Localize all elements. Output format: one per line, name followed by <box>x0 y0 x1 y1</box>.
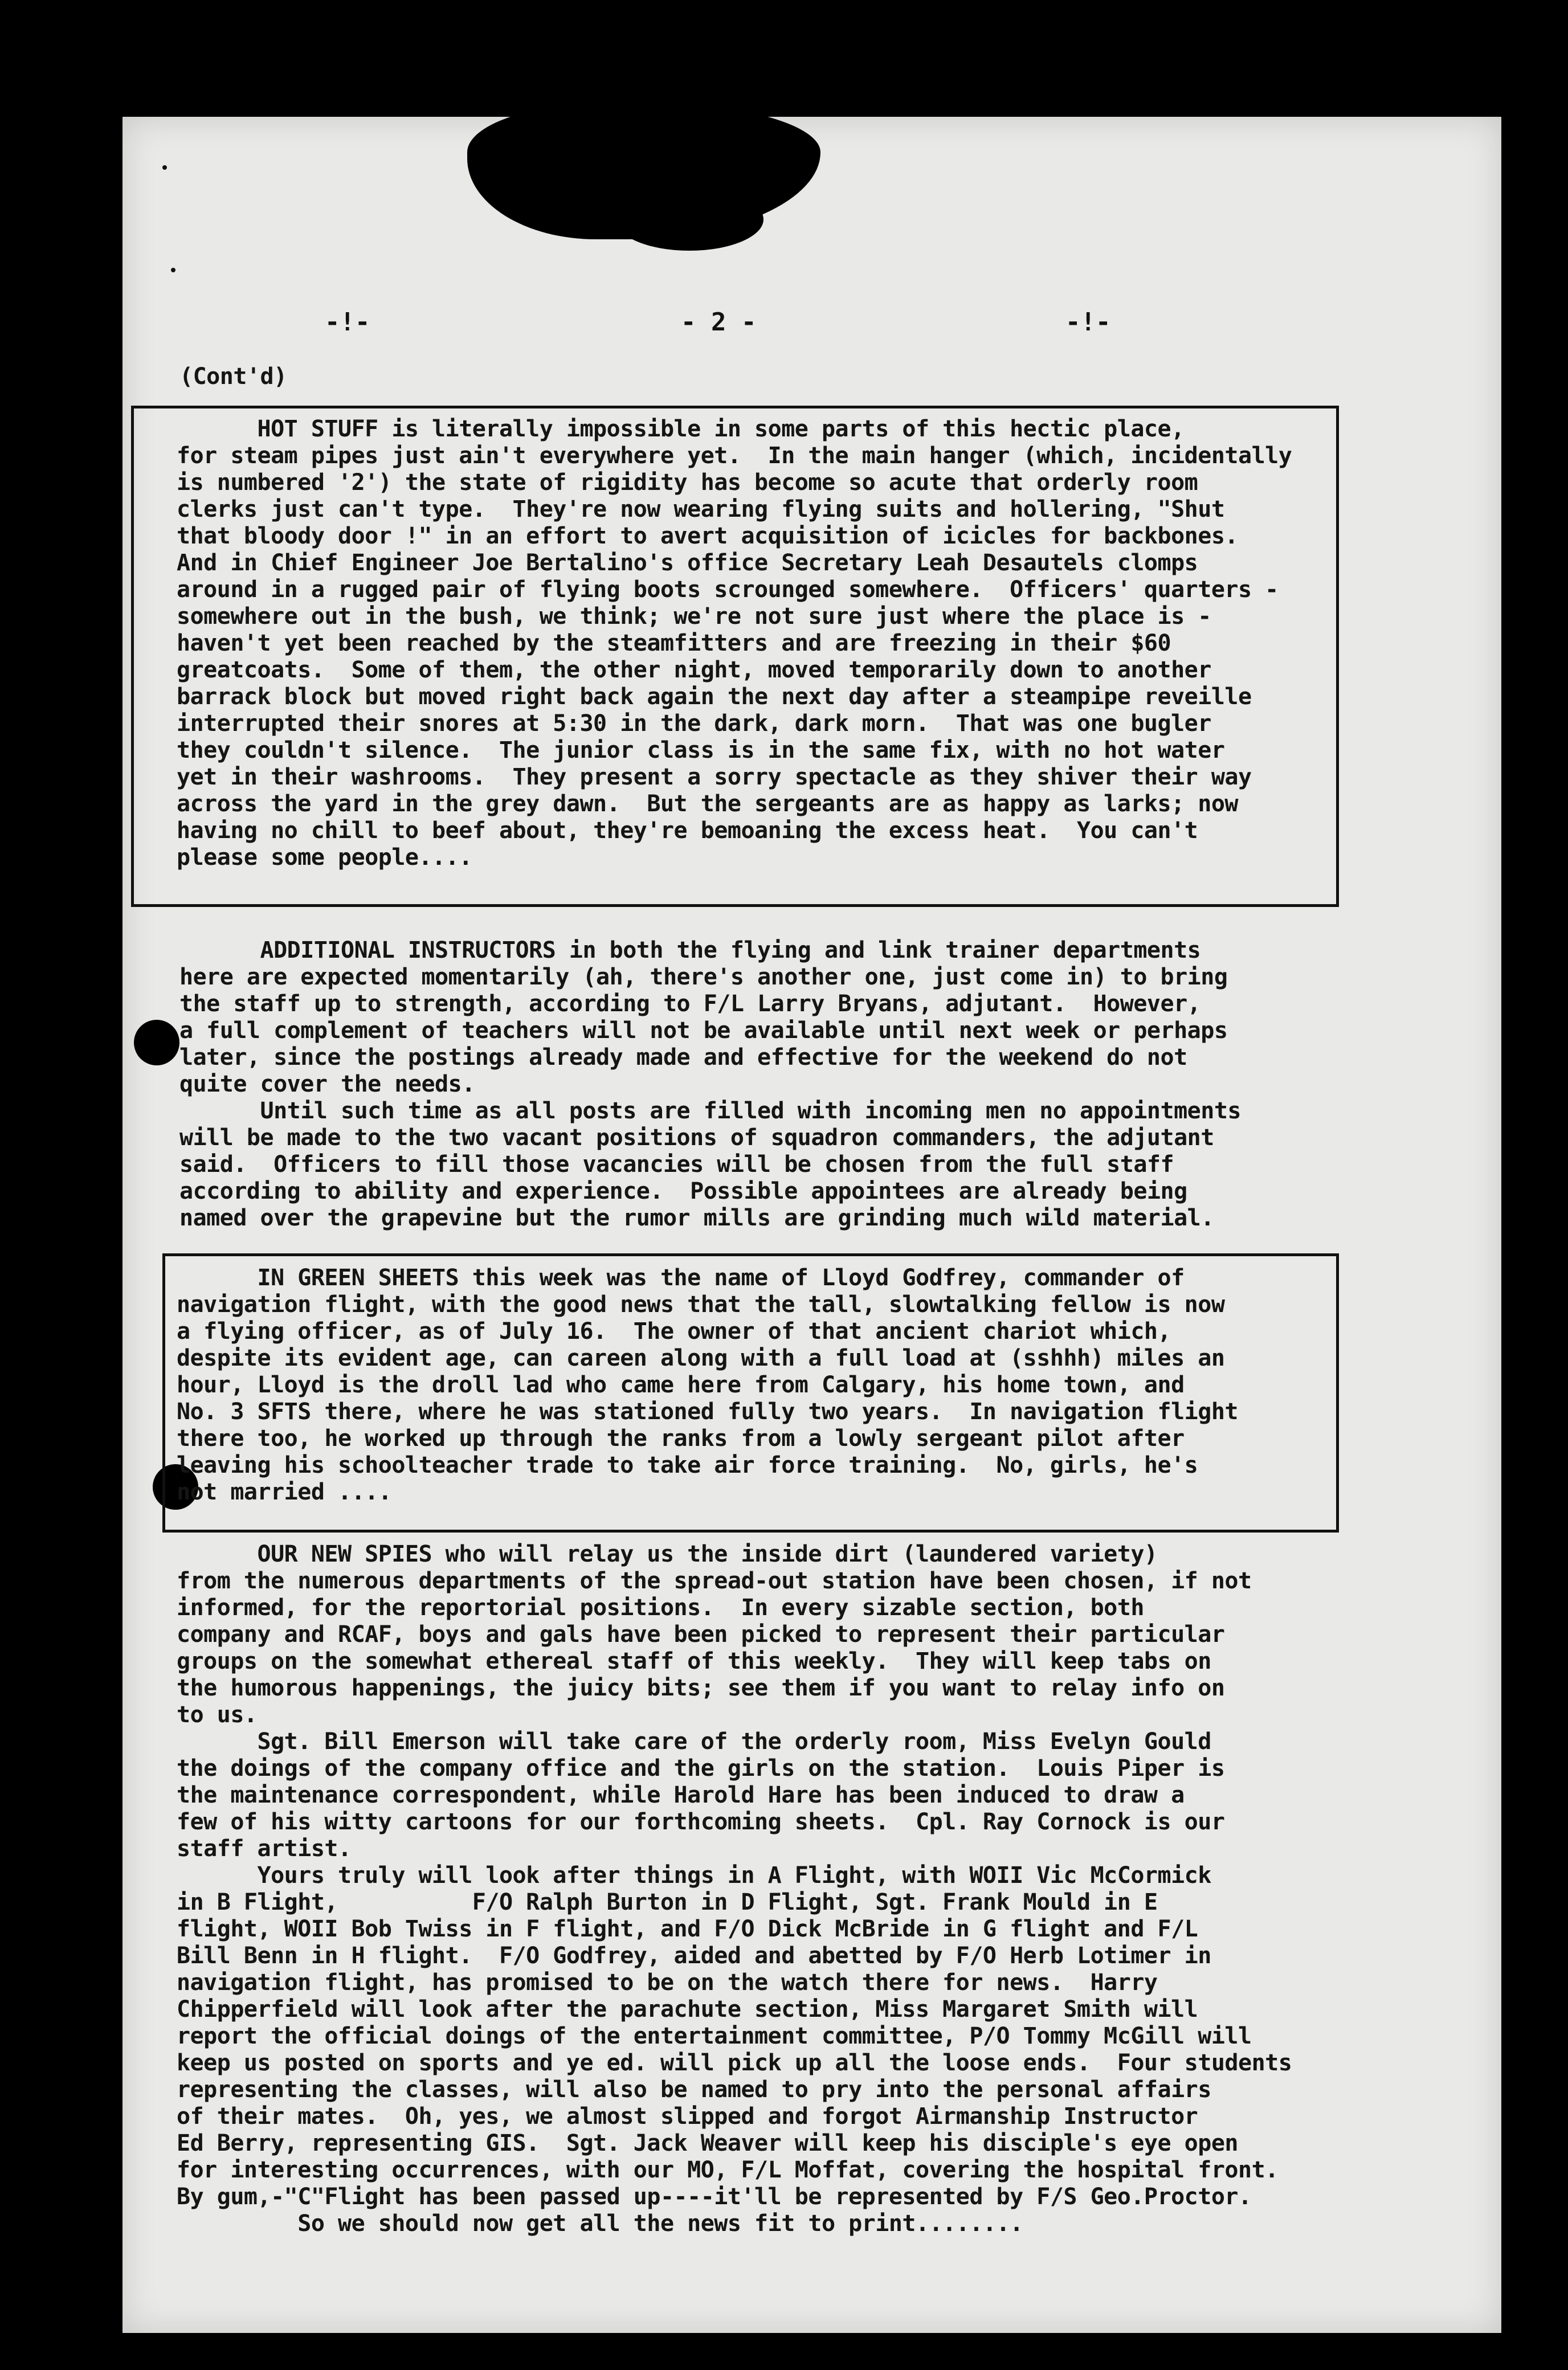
text-line: barrack block but moved right back again the next day after a steampipe reveille <box>177 684 1252 710</box>
text-line: for interesting occurrences, with our MO, F/L Moffat, covering the hospital front. <box>177 2157 1279 2183</box>
text-line: navigation flight, has promised to be on the watch there for news. Harry <box>177 1969 1158 1996</box>
text-line: will be made to the two vacant positions of squadron commanders, the adjutant <box>179 1125 1214 1151</box>
text-line: there too, he worked up through the ranks from a lowly sergeant pilot after <box>177 1425 1185 1452</box>
text-line: report the official doings of the entertainment committee, P/O Tommy McGill will <box>177 2023 1252 2049</box>
text-line: Chipperfield will look after the parachute section, Miss Margaret Smith will <box>177 1996 1198 2022</box>
text-line: according to ability and experience. Possible appointees are already being <box>179 1178 1187 1204</box>
text-line: Yours truly will look after things in A Flight, with WOII Vic McCormick <box>177 1862 1211 1889</box>
text-line: here are expected momentarily (ah, there's another one, just come in) to bring <box>179 964 1228 990</box>
text-line: So we should now get all the news fit to print........ <box>177 2210 1023 2237</box>
text-line: from the numerous departments of the spread-out station have been chosen, if not <box>177 1568 1252 1594</box>
text-line: Sgt. Bill Emerson will take care of the orderly room, Miss Evelyn Gould <box>177 1729 1211 1755</box>
text-line: OUR NEW SPIES who will relay us the inside dirt (laundered variety) <box>177 1541 1158 1567</box>
green-sheets-article <box>177 1265 1238 1506</box>
text-line: not married .... <box>177 1479 392 1505</box>
text-line: a flying officer, as of July 16. The owner of that ancient chariot which, <box>177 1318 1171 1345</box>
burn-damage-lower <box>615 188 763 251</box>
text-line: ADDITIONAL INSTRUCTORS in both the flying and link trainer departments <box>179 937 1201 963</box>
registration-mark-right: -!- <box>1065 308 1111 337</box>
text-line: company and RCAF, boys and gals have been picked to represent their particular <box>177 1621 1225 1648</box>
text-line: they couldn't silence. The junior class is in the same fix, with no hot water <box>177 737 1225 763</box>
text-line: haven't yet been reached by the steamfitters and are freezing in their $60 <box>177 630 1171 656</box>
text-line: the staff up to strength, according to F/L Larry Bryans, adjutant. However, <box>179 991 1201 1017</box>
text-line: for steam pipes just ain't everywhere yet. In the main hanger (which, incidentally <box>177 443 1292 469</box>
registration-mark-left: -!- <box>325 308 370 337</box>
text-line: groups on the somewhat ethereal staff of this weekly. They will keep tabs on <box>177 1648 1211 1674</box>
additional-instructors-article <box>179 937 1241 1232</box>
text-line: yet in their washrooms. They present a sorry spectacle as they shiver their way <box>177 764 1252 790</box>
text-line: greatcoats. Some of them, the other night, moved temporarily down to another <box>177 657 1211 683</box>
text-line: having no chill to beef about, they're bemoaning the excess heat. You can't <box>177 818 1198 844</box>
text-line: leaving his schoolteacher trade to take air force training. No, girls, he's <box>177 1452 1198 1478</box>
text-line: IN GREEN SHEETS this week was the name of Lloyd Godfrey, commander of <box>177 1265 1185 1291</box>
text-line: named over the grapevine but the rumor mills are grinding much wild material. <box>179 1205 1214 1231</box>
text-line: Until such time as all posts are filled with incoming men no appointments <box>179 1098 1241 1124</box>
text-line: staff artist. <box>177 1836 352 1862</box>
text-line: a full complement of teachers will not be available until next week or perhaps <box>179 1018 1228 1044</box>
text-line: And in Chief Engineer Joe Bertalino's office Secretary Leah Desautels clomps <box>177 550 1198 576</box>
text-line: is numbered '2') the state of rigidity has become so acute that orderly room <box>177 469 1198 496</box>
text-line: the humorous happenings, the juicy bits; see them if you want to relay info on <box>177 1675 1225 1701</box>
text-line: keep us posted on sports and ye ed. will pick up all the loose ends. Four students <box>177 2050 1292 2076</box>
text-line: Bill Benn in H flight. F/O Godfrey, aided and abetted by F/O Herb Lotimer in <box>177 1943 1211 1969</box>
text-line: said. Officers to fill those vacancies will be chosen from the full staff <box>179 1151 1174 1178</box>
hot-stuff-article <box>177 416 1292 871</box>
text-line: the maintenance correspondent, while Harold Hare has been induced to draw a <box>177 1782 1185 1808</box>
speck <box>171 268 175 272</box>
text-line: few of his witty cartoons for our forthcoming sheets. Cpl. Ray Cornock is our <box>177 1809 1225 1835</box>
page-number: - 2 - <box>681 308 757 337</box>
text-line: later, since the postings already made and effective for the weekend do not <box>179 1044 1187 1070</box>
text-line: informed, for the reportorial positions. In every sizable section, both <box>177 1595 1144 1621</box>
contd-label: (Cont'd) <box>179 363 287 390</box>
text-line: please some people.... <box>177 844 472 871</box>
text-line: Ed Berry, representing GIS. Sgt. Jack Weaver will keep his disciple's eye open <box>177 2130 1238 2156</box>
text-line: around in a rugged pair of flying boots scrounged somewhere. Officers' quarters - <box>177 577 1279 603</box>
text-line: hour, Lloyd is the droll lad who came here from Calgary, his home town, and <box>177 1372 1185 1398</box>
text-line: in B Flight, F/O Ralph Burton in D Flight, Sgt. Frank Mould in E <box>177 1889 1158 1915</box>
text-line: across the yard in the grey dawn. But the sergeants are as happy as larks; now <box>177 791 1238 817</box>
text-line: quite cover the needs. <box>179 1071 475 1097</box>
text-line: of their mates. Oh, yes, we almost slipped and forgot Airmanship Instructor <box>177 2103 1198 2130</box>
text-line: interrupted their snores at 5:30 in the dark, dark morn. That was one bugler <box>177 710 1211 737</box>
text-line: to us. <box>177 1702 258 1728</box>
text-line: somewhere out in the bush, we think; we're not sure just where the place is - <box>177 603 1211 630</box>
punch-hole-upper <box>134 1020 179 1065</box>
text-line: No. 3 SFTS there, where he was stationed fully two years. In navigation flight <box>177 1399 1238 1425</box>
text-line: clerks just can't type. They're now wearing flying suits and hollering, "Shut <box>177 496 1225 522</box>
text-line: that bloody door !" in an effort to avert acquisition of icicles for backbones. <box>177 523 1238 549</box>
text-line: By gum,-"C"Flight has been passed up----it'll be represented by F/S Geo.Proctor. <box>177 2184 1252 2210</box>
text-line: the doings of the company office and the girls on the station. Louis Piper is <box>177 1755 1225 1781</box>
text-line: navigation flight, with the good news that the tall, slowtalking fellow is now <box>177 1292 1225 1318</box>
text-line: HOT STUFF is literally impossible in some parts of this hectic place, <box>177 416 1185 442</box>
text-line: flight, WOII Bob Twiss in F flight, and F/O Dick McBride in G flight and F/L <box>177 1916 1198 1942</box>
text-line: despite its evident age, can careen along with a full load at (sshhh) miles an <box>177 1345 1225 1371</box>
text-line: representing the classes, will also be named to pry into the personal affairs <box>177 2077 1211 2103</box>
speck <box>162 165 167 170</box>
new-spies-article <box>177 1541 1292 2237</box>
